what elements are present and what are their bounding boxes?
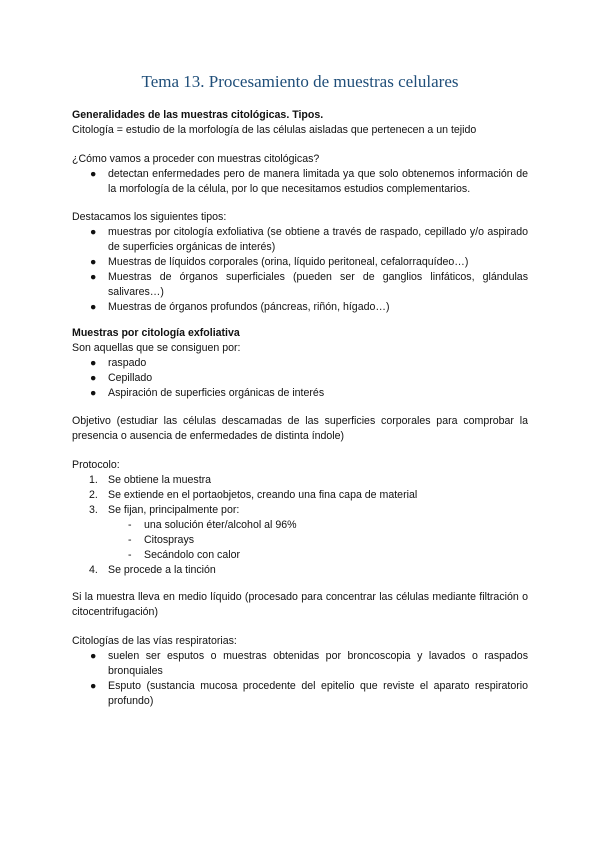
section-generalidades [72,108,528,138]
list-item-text: una solución éter/alcohol al 96% [144,519,297,531]
question-block [72,152,528,197]
list-item-text: Muestras de líquidos corporales (orina, líquido peritoneal, cefalorraquídeo…) [108,256,469,268]
list-item-text: Secándolo con calor [144,549,240,561]
list-item-text: muestras por citología exfoliativa (se obtiene a través de raspado, cepillado y/o aspirado de superficies orgánicas de interés) [108,226,528,253]
bullet-marker: ● [90,357,97,369]
dash-marker: - [128,519,132,531]
dash-marker: - [128,534,132,546]
protocolo-block [72,458,528,578]
sub-list-item [72,533,528,548]
list-item-text: Cepillado [108,372,153,384]
list-number: 3. [89,504,98,516]
protocolo-label: Protocolo: [72,459,120,471]
sub-list-item [72,518,528,533]
list-item-text: Se obtiene la muestra [108,474,212,486]
bullet-marker: ● [90,256,97,268]
bullet-marker: ● [90,168,97,180]
page-title: Tema 13. Procesamiento de muestras celulares [141,72,459,91]
list-item-text: Muestras de órganos profundos (páncreas, riñón, hígado…) [108,301,390,313]
list-item [72,473,528,488]
list-item-text: detectan enfermedades pero de manera limitada ya que solo obtenemos información de la morfología de la célula, por lo que necesitamos estudios complementarios. [108,168,528,195]
list-item [72,300,528,315]
liquido-text: Si la muestra lleva en medio líquido (procesado para concentrar las células mediante filtración o citocentrifugación) [72,591,528,618]
types-block [72,210,528,315]
section-heading: Muestras por citología exfoliativa [72,327,240,339]
bullet-marker: ● [90,301,97,313]
types-intro: Destacamos los siguientes tipos: [72,211,227,223]
list-number: 2. [89,489,98,501]
list-item-text: Se fijan, principalmente por: [108,504,240,516]
list-item [72,563,528,578]
respiratorias-intro: Citologías de las vías respiratorias: [72,635,237,647]
bullet-marker: ● [90,387,97,399]
bullet-marker: ● [90,226,97,238]
list-item [72,386,528,401]
list-item [72,270,528,300]
bullet-marker: ● [90,680,97,692]
list-item-text: suelen ser esputos o muestras obtenidas por broncoscopia y lavados o raspados bronquiales [108,650,528,677]
list-item-text: Muestras de órganos superficiales (pueden ser de ganglios linfáticos, glándulas salivares…) [108,271,528,298]
list-item-text: Aspiración de superficies orgánicas de interés [108,387,325,399]
dash-marker: - [128,549,132,561]
list-item-text: Citosprays [144,534,195,546]
objetivo-paragraph [72,414,528,444]
list-item [72,679,528,709]
list-item [72,371,528,386]
sub-list-item [72,548,528,563]
list-item [72,503,528,518]
question-text: ¿Cómo vamos a proceder con muestras citológicas? [72,153,320,165]
list-item-text: Se procede a la tinción [108,564,216,576]
bullet-marker: ● [90,271,97,283]
list-item [72,225,528,255]
list-item [72,649,528,679]
list-number: 1. [89,474,98,486]
section-exfoliativa [72,326,528,401]
list-number: 4. [89,564,98,576]
section-heading: Generalidades de las muestras citológicas. Tipos. [72,109,324,121]
liquido-paragraph [72,590,528,620]
exfoliativa-intro: Son aquellas que se consiguen por: [72,342,241,354]
list-item-text: Esputo (sustancia mucosa procedente del epitelio que reviste el aparato respiratorio profundo) [108,680,528,707]
bullet-marker: ● [90,372,97,384]
list-item [72,167,528,197]
list-item [72,356,528,371]
bullet-marker: ● [90,650,97,662]
list-item [72,255,528,270]
objetivo-text: Objetivo (estudiar las células descamadas de las superficies corporales para comprobar la presencia o ausencia de enfermedades de distinta índole) [72,415,528,442]
definition-text: Citología = estudio de la morfología de las células aisladas que pertenecen a un tejido [72,124,477,136]
list-item [72,488,528,503]
list-item-text: raspado [108,357,147,369]
list-item-text: Se extiende en el portaobjetos, creando una fina capa de material [108,489,418,501]
respiratorias-block [72,634,528,709]
